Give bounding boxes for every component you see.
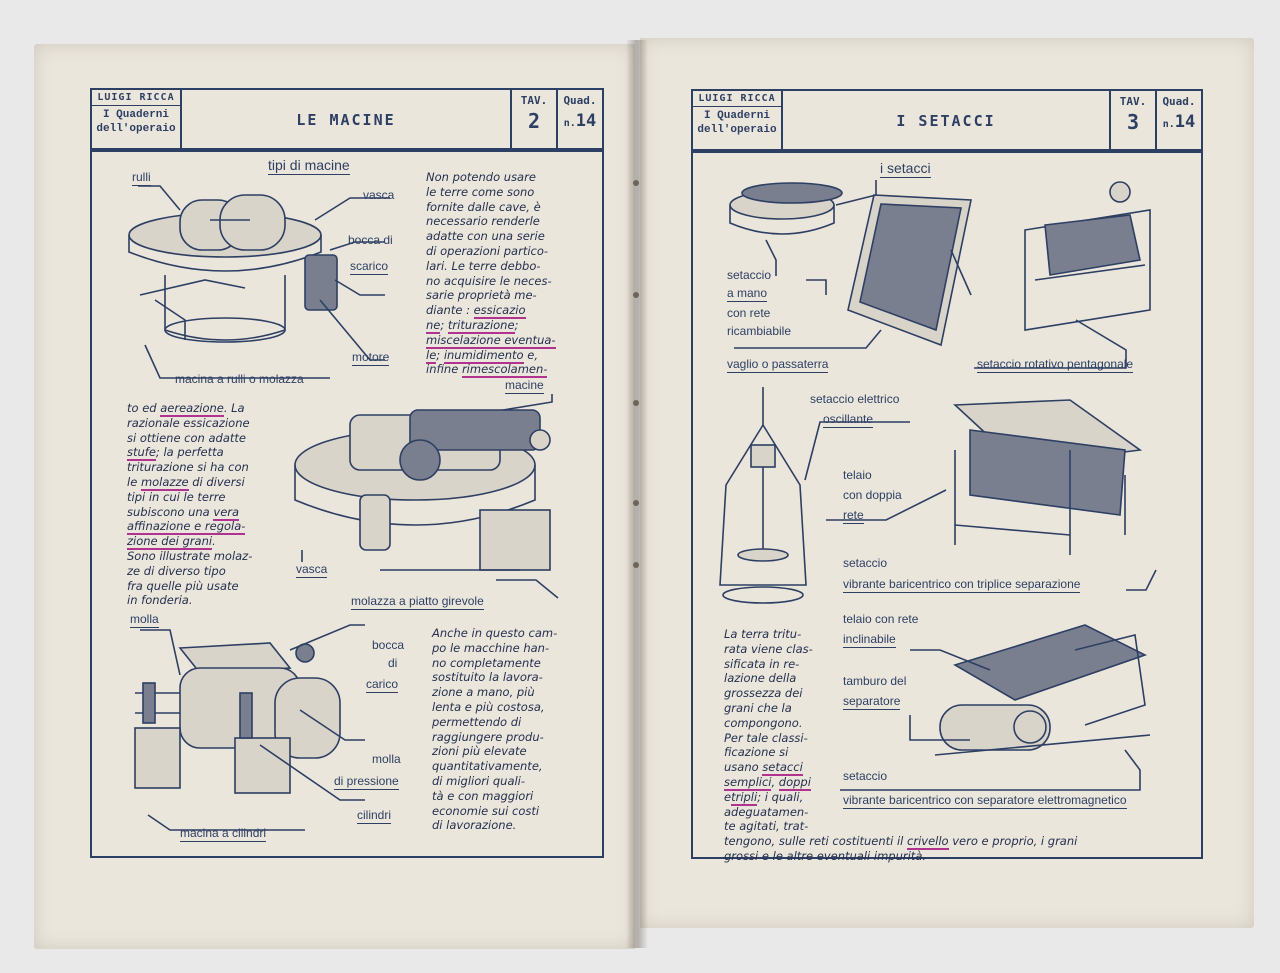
label-molla-2: molla (372, 752, 401, 766)
quad-prefix: n. (1162, 119, 1175, 130)
stitch-hole (633, 562, 639, 568)
caption-molazza: molazza a piatto girevole (351, 594, 484, 608)
label-vibrante1-1: setaccio (843, 556, 888, 570)
cilindri-leader-lines (140, 620, 420, 840)
label-vibrante2-2: vibrante baricentrico con separatore elettromagnetico (843, 793, 1127, 807)
label-setaccio-mano-3: con rete (727, 306, 771, 320)
tav-label: TAV. (520, 94, 548, 107)
label-vaglio: vaglio o passaterra (727, 357, 829, 371)
label-telaio-2: con doppia (843, 488, 902, 502)
label-elettrico-2: oscillante (823, 412, 874, 426)
quad-box (558, 90, 602, 150)
left-header (90, 88, 604, 152)
label-vibrante1-2: vibrante baricentrico con triplice separazione (843, 577, 1081, 591)
quad-number-line (1157, 112, 1201, 132)
quad-prefix: n. (563, 118, 576, 129)
label-tamburo-2: separatore (843, 694, 901, 708)
label-vasca: vasca (363, 188, 395, 202)
label-bocca: bocca di (348, 233, 393, 247)
label-setaccio-mano-1: setaccio (727, 268, 772, 282)
label-vasca-2: vasca (296, 562, 328, 576)
section-title: i setacci (880, 160, 931, 176)
tav-box (1111, 91, 1157, 151)
text-block-3: Anche in questo cam- po le macchine han- no completamente sostituito la lavora- zione a mano, più lenta e più costosa, permettendo di raggiungere produ- zioni più elevate quantitativamente, di migliori quali- tà e con maggiori economie sui costi di lavorazione. (432, 626, 558, 833)
stitch-hole (633, 400, 639, 406)
label-rotativo: setaccio rotativo pentagonale (977, 357, 1134, 371)
stitch-hole (633, 500, 639, 506)
tav-label: TAV. (1119, 95, 1147, 108)
label-vibrante2-1: setaccio (843, 769, 888, 783)
caption-macina-cilindri: macina a cilindri (180, 826, 267, 840)
plate-title: I SETACCI (783, 91, 1111, 151)
quad-number-line (558, 111, 602, 131)
label-telaio-incl-2: inclinabile (843, 632, 896, 646)
tav-number: 2 (527, 109, 541, 133)
label-setaccio-mano-4: ricambiabile (727, 324, 792, 338)
right-header (691, 89, 1203, 153)
tav-number: 3 (1126, 110, 1140, 134)
label-di: di (388, 656, 398, 670)
plate-title: LE MACINE (182, 90, 512, 150)
text-block-1: Non potendo usare le terre come sono fornite dalle cave, è necessario renderle adatte con una serie di operazioni partico- lari. Le terre debbo- no acquisire le neces- sarie proprietà me- diante : essicazio ne; triturazione; miscelazione eventua- le; inumidimento e, infine rimescolamen- (426, 170, 556, 377)
label-telaio-3: rete (843, 508, 864, 522)
stitch-hole (633, 180, 639, 186)
setacci-top-leader-lines (726, 220, 1176, 380)
label-telaio-incl-1: telaio con rete (843, 612, 919, 626)
series-name: I Quaderni dell'operaio (697, 110, 777, 136)
quad-box (1157, 91, 1201, 151)
label-scarico: scarico (350, 259, 389, 273)
series-name: I Quaderni dell'operaio (96, 109, 176, 135)
book-gutter (626, 40, 648, 948)
tav-box (512, 90, 558, 150)
label-rulli: rulli (132, 170, 151, 184)
author-name: LUIGI RICCA (693, 91, 781, 107)
quad-label: Quad. (563, 94, 597, 107)
label-telaio-1: telaio (843, 468, 872, 482)
text-block-right: La terra tritu- rata viene clas- sificata in re- lazione della grossezza dei grani che la compongono. Per tale classi- ficazione si usano setacci semplici, doppi etripli; i quali, adeguatamen- te agitati, trat- tengono, sulle reti costituenti il crivello vero e proprio, i grani grossi e le altre eventuali impurità. (724, 627, 1078, 863)
label-cilindri: cilindri (357, 808, 392, 822)
quad-number: 14 (1174, 112, 1196, 132)
label-elettrico-1: setaccio elettrico (810, 392, 900, 406)
quad-number: 14 (575, 111, 597, 131)
label-di-pressione: di pressione (334, 774, 399, 788)
stitch-hole (633, 292, 639, 298)
label-carico: carico (366, 677, 399, 691)
author-name: LUIGI RICCA (92, 90, 180, 106)
author-box (92, 90, 182, 150)
label-setaccio-mano-2: a mano (727, 286, 768, 300)
section-title: tipi di macine (268, 157, 350, 173)
label-motore: motore (352, 350, 390, 364)
label-bocca-carico: bocca (372, 638, 405, 652)
label-macine: macine (505, 378, 544, 392)
label-molla: molla (130, 612, 159, 626)
quad-label: Quad. (1162, 95, 1196, 108)
text-block-2: to ed aereazione. La razionale essicazione si ottiene con adatte stufe; la perfetta triturazione si ha con le molazze di diversi tipi in cui le terre subiscono una vera affinazione e regola- zione dei grani. Sono illustrate molaz- ze di diverso tipo fra quelle più usate in fonderia. (127, 401, 253, 608)
caption-macina-rulli: macina a rulli o molazza (175, 372, 304, 386)
label-tamburo-1: tamburo del (843, 674, 907, 688)
author-box (693, 91, 783, 151)
